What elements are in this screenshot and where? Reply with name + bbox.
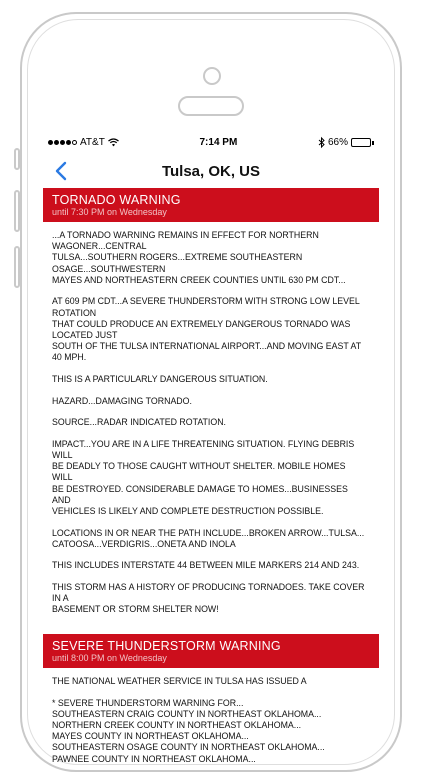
battery-percent: 66% (327, 137, 348, 148)
back-button[interactable] (50, 157, 72, 185)
mute-switch (14, 148, 20, 170)
status-left (48, 137, 119, 148)
signal-dots-icon (48, 140, 77, 145)
alert-body (43, 222, 379, 634)
alert-paragraph: SOURCE...RADAR INDICATED ROTATION. (52, 417, 226, 428)
alert-paragraph: THIS INCLUDES INTERSTATE 44 BETWEEN MILE MARKERS 214 AND 243. (52, 560, 360, 571)
alert-expiry: until 7:30 PM on Wednesday (52, 207, 167, 217)
alert-paragraph: * SEVERE THUNDERSTORM WARNING FOR... SOUTHEASTERN CRAIG COUNTY IN NORTHEAST OKLAHOMA... NORTHERN CREEK COUNTY IN NORTHEAST OKLAHOMA... MAYES COUNTY IN NORTHEAST OKLAHOMA... SOUTHEASTERN OSAGE COUNTY IN NORTHEAST OKLAHOMA... PAWNEE COUNTY IN NORTHEAST OKLAHOMA... (52, 697, 325, 764)
page-title: Tulsa, OK, US (161, 163, 261, 180)
navigation-bar (43, 155, 379, 188)
alert-expiry: until 8:00 PM on Wednesday (52, 653, 167, 663)
bluetooth-icon (318, 137, 325, 148)
app-screen (43, 130, 379, 764)
alert-title: SEVERE THUNDERSTORM WARNING (52, 639, 281, 653)
alert-section (43, 188, 379, 634)
chevron-left-icon (55, 161, 67, 181)
alert-body (43, 668, 379, 783)
battery-icon (351, 138, 374, 147)
volume-down-button (14, 246, 20, 288)
alert-paragraph: HAZARD...DAMAGING TORNADO. (52, 395, 192, 406)
alert-header[interactable] (43, 634, 379, 668)
alert-paragraph: LOCATIONS IN OR NEAR THE PATH INCLUDE...BROKEN ARROW...TULSA... CATOOSA...VERDIGRIS...ONETA AND INOLA (52, 527, 365, 549)
alert-paragraph: IMPACT...YOU ARE IN A LIFE THREATENING SITUATION. FLYING DEBRIS WILL BE DEADLY TO THOSE CAUGHT WITHOUT SHELTER. MOBILE HOMES WILL BE DESTROYED. CONSIDERABLE DAMAGE TO HOMES...BUSINESSES AND VEHICLES IS LIKELY AND COMPLETE DESTRUCTION POSSIBLE. (52, 438, 355, 517)
status-bar (43, 130, 379, 155)
alert-section (43, 634, 379, 783)
alert-title: TORNADO WARNING (52, 193, 181, 207)
alert-header[interactable] (43, 188, 379, 222)
earpiece-speaker (178, 96, 244, 116)
wifi-icon (108, 138, 119, 147)
front-camera (203, 67, 221, 85)
alerts-list (43, 188, 379, 783)
status-right (318, 137, 374, 148)
status-time: 7:14 PM (199, 137, 238, 148)
alert-paragraph: AT 609 PM CDT...A SEVERE THUNDERSTORM WITH STRONG LOW LEVEL ROTATION THAT COULD PRODUCE AN EXTREMELY DANGEROUS TORNADO WAS LOCATED JUST SOUTH OF THE TULSA INTERNATIONAL AIRPORT...AND MOVING EAST AT 40 MPH. (52, 296, 362, 363)
alert-paragraph: ...A TORNADO WARNING REMAINS IN EFFECT FOR NORTHERN WAGONER...CENTRAL TULSA...SOUTHERN ROGERS...EXTREME SOUTHEASTERN OSAGE...SOUTHWESTERN MAYES AND NORTHEASTERN CREEK COUNTIES UNTIL 630 PM CDT... (52, 230, 346, 285)
alert-paragraph: THIS STORM HAS A HISTORY OF PRODUCING TORNADOES. TAKE COVER IN A BASEMENT OR STORM SHELTER NOW! (52, 582, 365, 615)
volume-up-button (14, 190, 20, 232)
alert-paragraph: THIS IS A PARTICULARLY DANGEROUS SITUATION. (52, 374, 268, 385)
alert-paragraph: THE NATIONAL WEATHER SERVICE IN TULSA HAS ISSUED A (52, 676, 307, 686)
carrier-label: AT&T (80, 137, 105, 148)
